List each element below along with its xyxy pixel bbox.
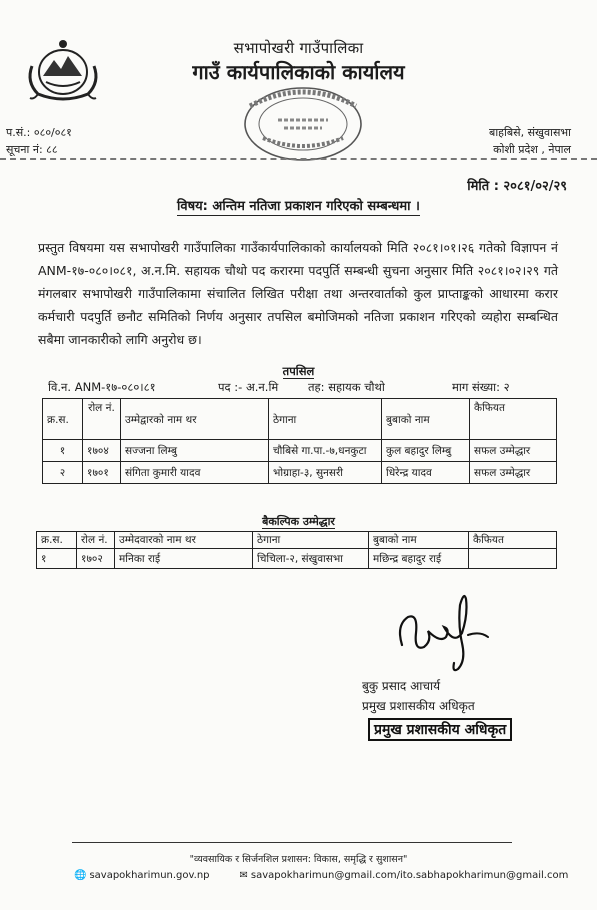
post-level: तह: सहायक चौथो bbox=[308, 380, 385, 394]
website-link[interactable]: savapokharimun.gov.np bbox=[89, 870, 210, 881]
table-cell: १७०२ bbox=[77, 549, 115, 569]
office-name: गाउँ कार्यपालिकाको कार्यालय bbox=[192, 60, 405, 84]
table-cell: १७०१ bbox=[83, 462, 121, 484]
table-cell: सज्जना लिम्बु bbox=[121, 440, 269, 462]
column-header: उम्मेद्वारको नाम थर bbox=[121, 399, 269, 440]
alternate-header-row bbox=[37, 532, 557, 549]
address-line-1: बाहबिसे, संखुवासभा bbox=[489, 126, 571, 139]
table-row bbox=[43, 462, 557, 484]
column-header: उम्मेदवारको नाम थर bbox=[115, 532, 253, 549]
letter-date: मिति : २०८१/०२/२९ bbox=[467, 179, 567, 194]
footer-divider bbox=[72, 842, 512, 843]
table-cell bbox=[469, 549, 557, 569]
reference-number: प.सं.: ०८०/०८१ bbox=[6, 126, 72, 139]
email-link[interactable]: savapokharimun@gmail.com/ito.sabhapokharimun@gmail.com bbox=[250, 870, 569, 881]
demand-count: माग संख्या: २ bbox=[452, 380, 510, 394]
column-header: कैफियत bbox=[469, 532, 557, 549]
signatory-name: बुकु प्रसाद आचार्य bbox=[362, 679, 441, 693]
table-cell: चौबिसे गा.पा.-७,धनकुटा bbox=[269, 440, 382, 462]
signatory-block bbox=[362, 676, 475, 716]
details-heading bbox=[0, 364, 597, 379]
results-header-row bbox=[43, 399, 557, 440]
details-heading-text: तपसिल bbox=[282, 364, 315, 378]
table-row bbox=[43, 440, 557, 462]
table-cell: २ bbox=[43, 462, 83, 484]
post-name: पद :- अ.न.मि bbox=[218, 380, 279, 394]
column-header: कैफियत bbox=[470, 399, 557, 440]
footer-motto: "व्यवसायिक र सिर्जनशिल प्रशासन: विकास, समृद्धि र सुशासन" bbox=[189, 854, 408, 865]
table-cell: मनिका राई bbox=[115, 549, 253, 569]
advert-number: वि.न. ANM-१७-०८०।८१ bbox=[48, 380, 156, 394]
table-row bbox=[37, 549, 557, 569]
table-cell: मछिन्द्र बहादुर राई bbox=[369, 549, 469, 569]
signature-icon bbox=[388, 585, 498, 675]
subject-line bbox=[0, 196, 597, 214]
table-cell: १ bbox=[37, 549, 77, 569]
notice-number: सूचना नं: ८८ bbox=[6, 143, 58, 156]
column-header: रोल नं. bbox=[77, 532, 115, 549]
designation-stamp: प्रमुख प्रशासकीय अधिकृत bbox=[368, 718, 512, 741]
column-header: ठेगाना bbox=[269, 399, 382, 440]
results-table bbox=[42, 398, 557, 484]
column-header: बुबाको नाम bbox=[369, 532, 469, 549]
address-block bbox=[489, 124, 571, 158]
column-header: क्र.स. bbox=[43, 399, 83, 440]
alternate-heading-text: बैकल्पिक उम्मेद्धार bbox=[262, 515, 335, 528]
table-cell: १ bbox=[43, 440, 83, 462]
table-cell: संगिता कुमारी यादव bbox=[121, 462, 269, 484]
header-divider bbox=[0, 158, 597, 160]
address-line-2: कोशी प्रदेश , नेपाल bbox=[493, 143, 571, 156]
mail-icon: ✉ bbox=[239, 870, 248, 881]
column-header: बुबाको नाम bbox=[382, 399, 470, 440]
subject-text: विषय: अन्तिम नतिजा प्रकाशन गरिएको सम्बन्धमा । bbox=[177, 199, 420, 214]
table-cell: १७०४ bbox=[83, 440, 121, 462]
table-cell: चिचिला-२, संखुवासभा bbox=[253, 549, 369, 569]
reference-block bbox=[6, 124, 72, 158]
alternate-heading bbox=[0, 514, 597, 529]
table-cell: सफल उम्मेद्धार bbox=[470, 440, 557, 462]
footer-contacts bbox=[74, 870, 568, 881]
table-cell: भोग्राहा-३, सुनसरी bbox=[269, 462, 382, 484]
org-name: सभापोखरी गाउँपालिका bbox=[233, 39, 364, 57]
table-cell: सफल उम्मेद्धार bbox=[470, 462, 557, 484]
column-header: ठेगाना bbox=[253, 532, 369, 549]
signatory-title: प्रमुख प्रशासकीय अधिकृत bbox=[362, 699, 475, 713]
body-paragraph: प्रस्तुत विषयमा यस सभापोखरी गाउँपालिका गाउँकार्यपालिकाको कार्यालयको मिति २०८१।०१।२६ गतेको विज्ञापन नं ANM-१७-०८०।०८१, अ.न.मि. सहायक चौथो पद करारमा पदपुर्ति सम्बन्धी सुचना अनुसार मिति २०८१।०२।२९ गते मंगलबार सभापोखरी गाउँपालिकामा संचालित लिखित परीक्षा तथा अन्तरवार्ताको कुल प्राप्ताङ्कको आधारमा करार कर्मचारी पदपुर्ति छनौट समितिको निर्णय अनुसार तपसिल बमोजिमको नतिजा प्रकाशन गरिएको व्यहोरा सम्बन्धित सबैमा जानकारीको लागि अनुरोध छ। bbox=[38, 240, 558, 347]
office-seal-icon bbox=[238, 84, 368, 164]
alternate-table bbox=[36, 531, 557, 569]
column-header: क्र.स. bbox=[37, 532, 77, 549]
table-cell: धिरेन्द्र यादव bbox=[382, 462, 470, 484]
globe-icon: 🌐 bbox=[74, 870, 87, 881]
column-header: रोल नं. bbox=[83, 399, 121, 440]
table-cell: कुल बहादुर लिम्बु bbox=[382, 440, 470, 462]
